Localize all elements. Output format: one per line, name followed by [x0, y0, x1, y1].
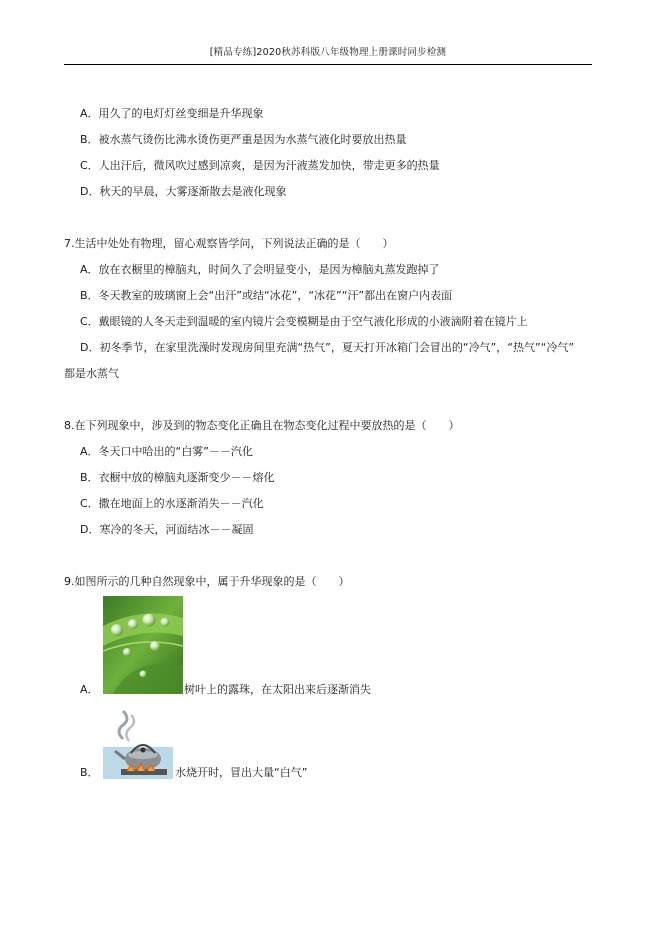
q9-option-b-letter: B． [80, 766, 99, 779]
q6-option-c: C．人出汗后，微风吹过感到凉爽，是因为汗液蒸发加快，带走更多的热量 [80, 159, 440, 172]
q6-option-d: D．秋天的早晨，大雾逐渐散去是液化现象 [80, 185, 287, 198]
page-header: [精品专练]2020秋苏科版八年级物理上册课时同步检测 [64, 44, 592, 65]
q7-option-c: C．戴眼镜的人冬天走到温暖的室内镜片会变模糊是由于空气液化形成的小液滴附着在镜片上 [80, 315, 528, 328]
q6-option-a: A．用久了的电灯灯丝变细是升华现象 [80, 107, 264, 120]
q9-stem: 9.如图所示的几种自然现象中，属于升华现象的是（ ） [64, 575, 350, 588]
q8-option-a: A．冬天口中哈出的“白雾”－－汽化 [80, 445, 253, 458]
q9-option-a-letter: A． [80, 683, 99, 696]
q7-stem: 7.生活中处处有物理，留心观察皆学问，下列说法正确的是（ ） [64, 237, 394, 250]
q7-option-b: B．冬天教室的玻璃窗上会“出汗”或结“冰花”，“冰花”“汗”都出在窗户内表面 [80, 289, 453, 302]
q8-stem: 8.在下列现象中，涉及到的物态变化正确且在物态变化过程中要放热的是（ ） [64, 419, 460, 432]
q8-option-c: C．撒在地面上的水逐渐消失－－汽化 [80, 497, 264, 510]
dew-on-leaf-image [103, 596, 183, 694]
q8-option-d: D．寒冷的冬天，河面结冰－－凝固 [80, 523, 254, 536]
q7-option-d-continuation: 都是水蒸气 [64, 367, 119, 380]
boiling-kettle-image [103, 707, 173, 779]
q9-option-a-caption: 树叶上的露珠，在太阳出来后逐渐消失 [184, 683, 371, 696]
q8-option-b: B．衣橱中放的樟脑丸逐渐变少－－熔化 [80, 471, 275, 484]
q9-option-b-caption: 水烧开时，冒出大量“白气” [175, 766, 308, 779]
q7-option-d: D．初冬季节，在家里洗澡时发现房间里充满“热气”，夏天打开冰箱门会冒出的“冷气”，“热气”“冷气” [80, 341, 575, 354]
q7-option-a: A．放在衣橱里的樟脑丸，时间久了会明显变小，是因为樟脑丸蒸发跑掉了 [80, 263, 440, 276]
q6-option-b: B．被水蒸气烫伤比沸水烫伤更严重是因为水蒸气液化时要放出热量 [80, 133, 407, 146]
